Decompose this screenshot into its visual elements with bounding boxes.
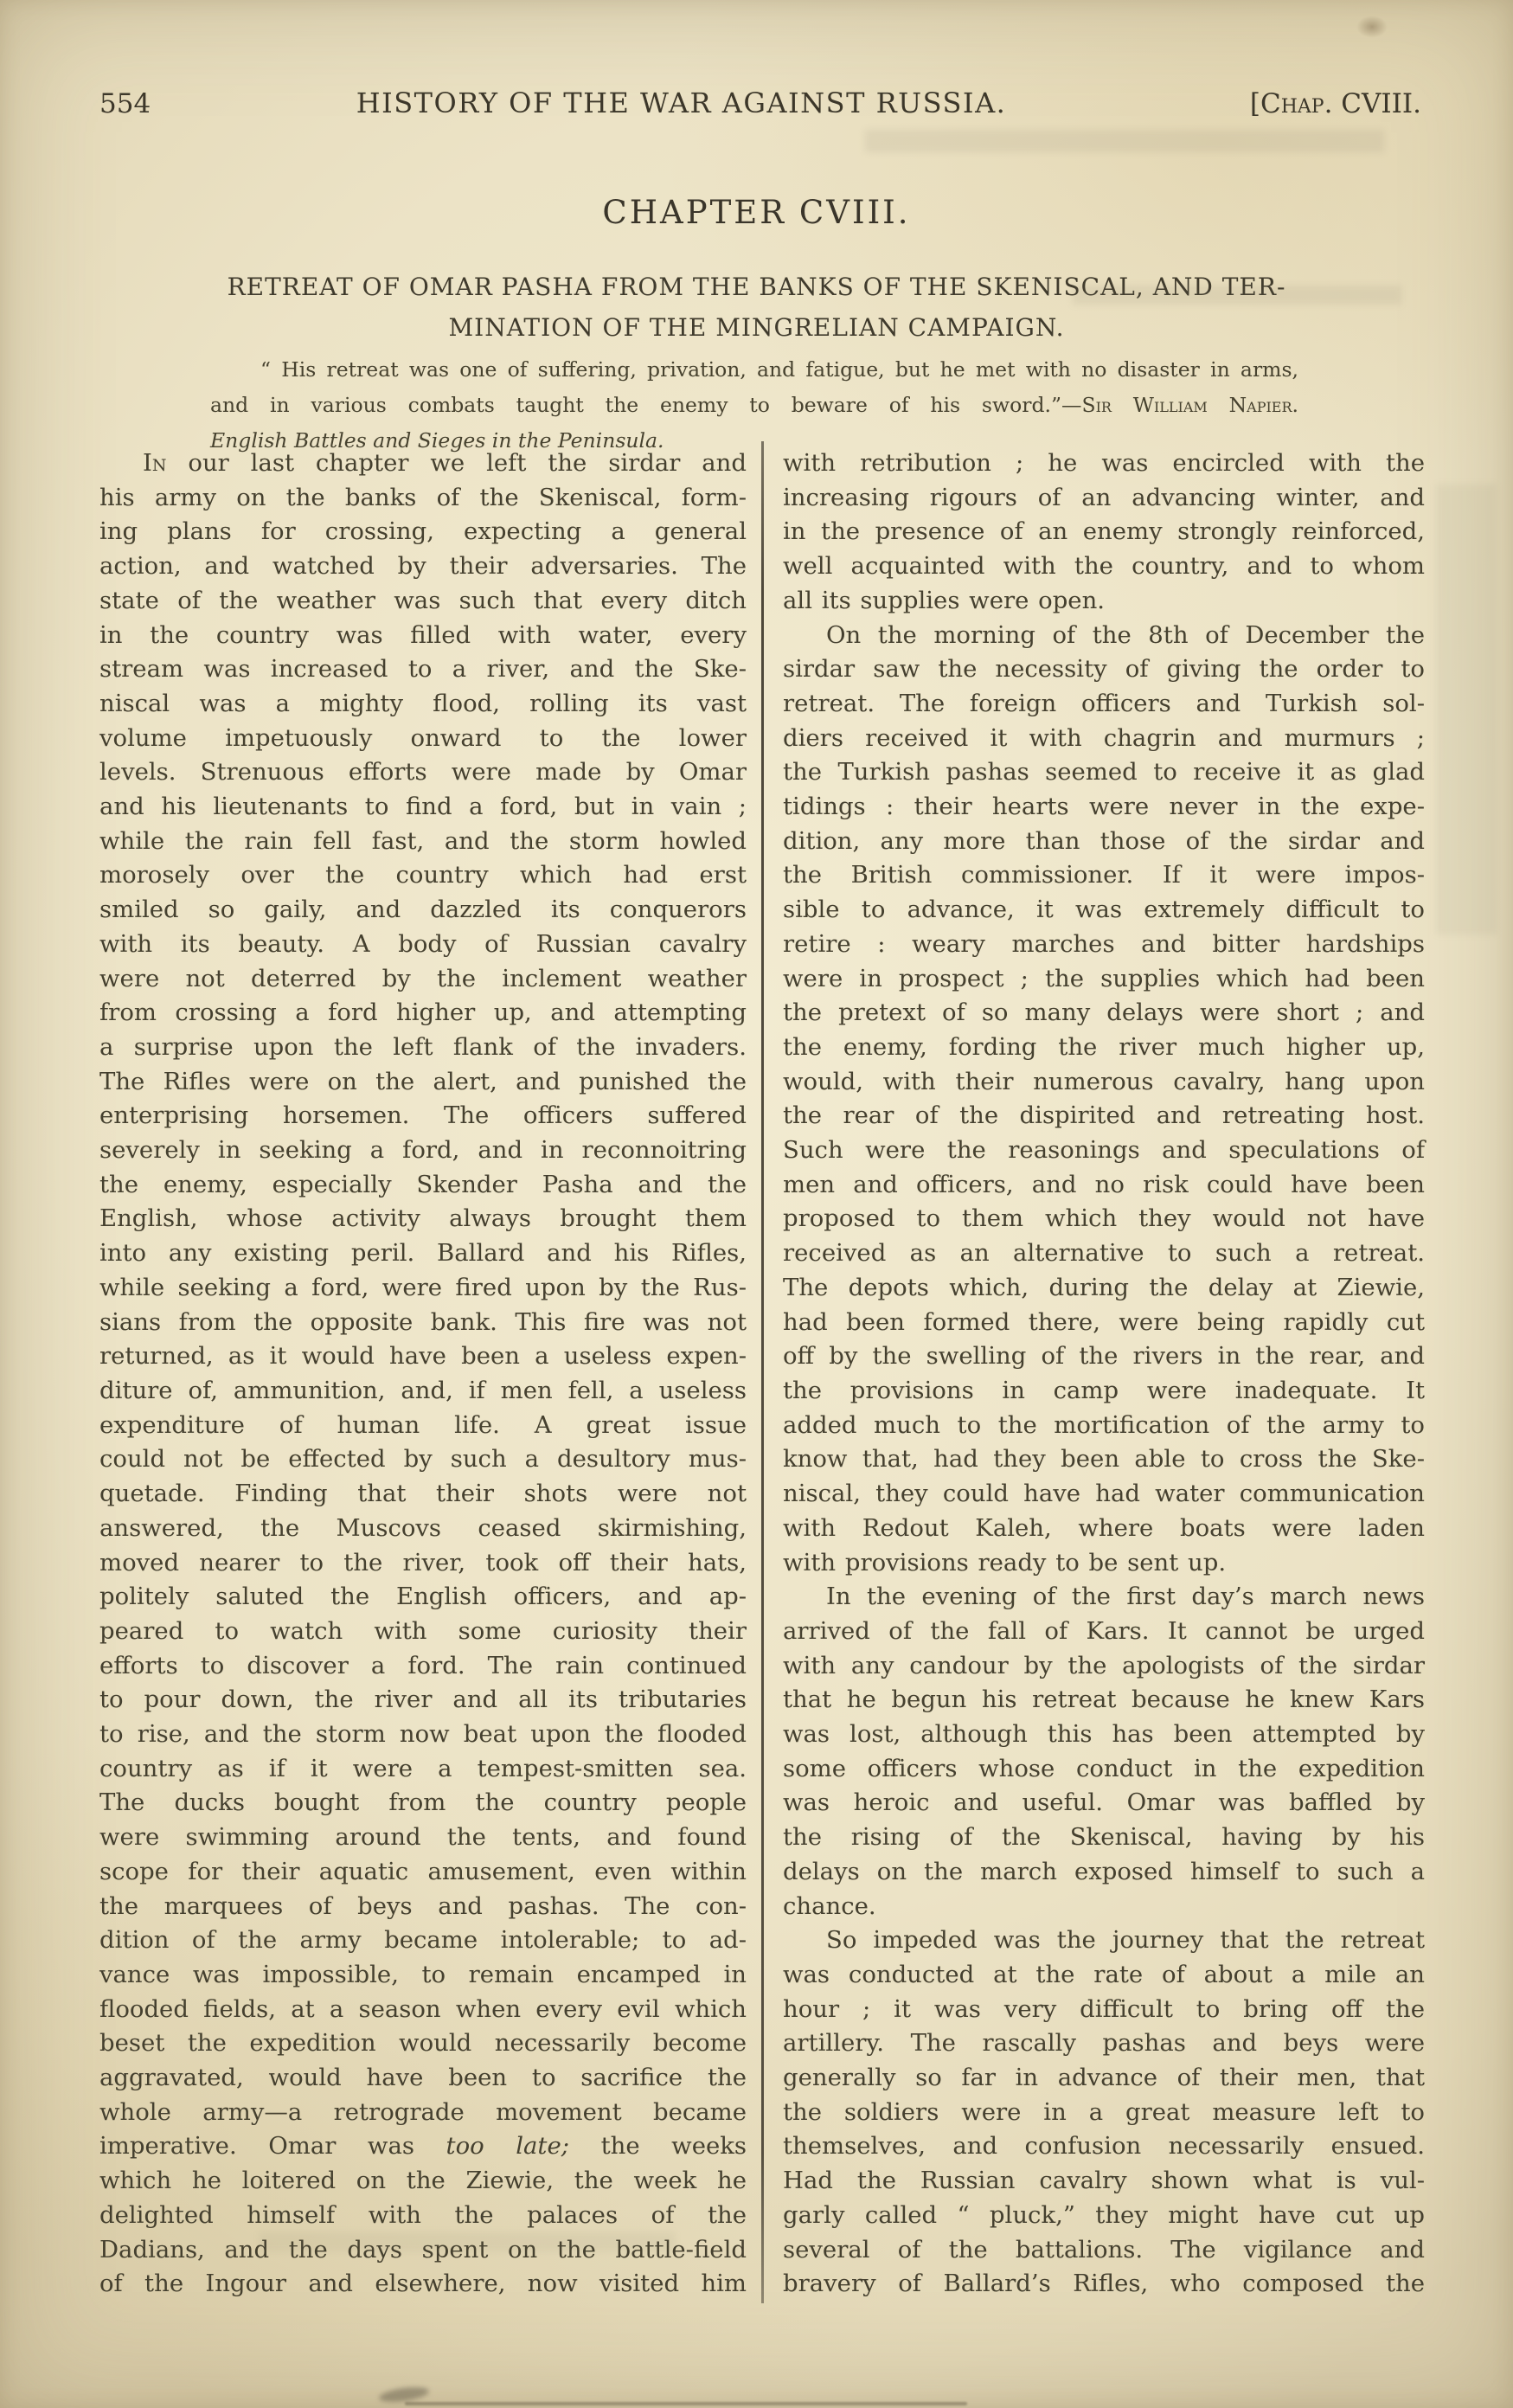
text-segment: tidings : their hearts were never in the expe- xyxy=(783,793,1425,821)
text-segment: beset the expedition would necessarily become xyxy=(99,2029,747,2058)
text-segment: was conducted at the rate of about a mile an xyxy=(783,1960,1425,1988)
text-segment: ing plans for crossing, expecting a general xyxy=(99,517,747,546)
text-segment: were not deterred by the inclement weather xyxy=(99,964,747,992)
text-line xyxy=(99,1512,747,1546)
chapter-ref-bracket: [ xyxy=(1249,88,1260,119)
text-segment: expenditure of human life. A great issue xyxy=(99,1410,747,1439)
text-segment: artillery. The rascally pashas and beys were xyxy=(783,2029,1425,2058)
text-segment: arrived of the fall of Kars. It cannot be urged xyxy=(783,1616,1425,1645)
text-line xyxy=(99,722,747,756)
text-segment: to rise, and the storm now beat upon the flooded xyxy=(99,1720,747,1749)
text-segment: the marquees of beys and pashas. The con- xyxy=(99,1891,747,1920)
text-column-right xyxy=(783,446,1425,2302)
text-segment: Such were the reasonings and speculations of xyxy=(783,1136,1425,1165)
text-line xyxy=(99,515,747,549)
text-segment: retire : weary marches and bitter hardships xyxy=(783,929,1425,958)
text-line xyxy=(783,446,1425,481)
text-segment: morosely over the country which had erst xyxy=(99,861,747,889)
text-line xyxy=(783,996,1425,1031)
text-line xyxy=(783,825,1425,859)
text-segment: sians from the opposite bank. This fire was not xyxy=(99,1307,747,1336)
text-segment: which he loitered on the Ziewie, the week he xyxy=(99,2167,747,2195)
text-line xyxy=(99,2267,747,2302)
text-segment: action, and watched by their adversaries. The xyxy=(99,552,747,581)
epigraph-quote xyxy=(210,352,1298,459)
text-segment: delighted himself with the palaces of the xyxy=(99,2200,747,2229)
text-segment: while the rain fell fast, and the storm howled xyxy=(99,826,747,855)
text-line xyxy=(783,1065,1425,1100)
text-segment: the rear of the dispirited and retreating host. xyxy=(783,1101,1425,1130)
text-segment: flooded fields, at a season when every evil which xyxy=(99,1994,747,2023)
text-line xyxy=(783,928,1425,962)
text-segment: while seeking a ford, were fired upon by the Rus- xyxy=(99,1273,747,1301)
chapter-ref-label: Chap. xyxy=(1260,88,1333,119)
text-segment: that he begun his retreat because he knew Kars xyxy=(783,1686,1425,1714)
text-segment: aggravated, would have been to sacrifice the xyxy=(99,2064,747,2092)
text-line xyxy=(783,1683,1425,1718)
text-segment: with any candour by the apologists of the sirdar xyxy=(783,1651,1425,1679)
text-line xyxy=(783,2233,1425,2268)
text-segment: was heroic and useful. Omar was baffled by xyxy=(783,1788,1425,1817)
text-segment: On the morning of the 8th of December the xyxy=(826,620,1425,649)
text-segment: with Redout Kaleh, where boats were laden xyxy=(783,1513,1425,1542)
text-line xyxy=(99,1031,747,1065)
text-line xyxy=(783,1271,1425,1306)
text-line xyxy=(783,1099,1425,1133)
text-segment: several of the battalions. The vigilance and xyxy=(783,2235,1425,2264)
text-line xyxy=(783,1580,1425,1615)
text-segment: diers received it with chagrin and murmurs ; xyxy=(783,723,1425,752)
text-segment: had been formed there, were being rapidly cut xyxy=(783,1307,1425,1336)
text-line xyxy=(783,1031,1425,1065)
text-line xyxy=(783,790,1425,825)
text-line xyxy=(783,755,1425,790)
text-line xyxy=(783,549,1425,584)
text-line xyxy=(99,1271,747,1306)
text-line xyxy=(783,1649,1425,1684)
text-line xyxy=(99,1168,747,1203)
text-segment: dition of the army became intolerable; to ad- xyxy=(99,1926,747,1955)
text-line xyxy=(783,1477,1425,1512)
text-line xyxy=(783,1133,1425,1168)
text-line xyxy=(99,1339,747,1374)
text-line xyxy=(99,893,747,928)
text-segment: know that, had they been able to cross the Ske- xyxy=(783,1445,1425,1474)
text-segment: scope for their aquatic amusement, even within xyxy=(99,1857,747,1885)
text-segment: Dadians, and the days spent on the battle-field xyxy=(99,2235,747,2264)
text-segment: The depots which, during the delay at Ziewie, xyxy=(783,1273,1425,1301)
text-line xyxy=(99,1890,747,1924)
text-segment: the enemy, fording the river much higher up, xyxy=(783,1032,1425,1061)
text-line xyxy=(783,1855,1425,1890)
text-line xyxy=(783,481,1425,516)
text-segment: with retribution ; he was encircled with the xyxy=(783,449,1425,477)
text-line xyxy=(99,1099,747,1133)
text-line xyxy=(783,1820,1425,1855)
text-segment: and his lieutenants to find a ford, but in vain ; xyxy=(99,793,747,821)
text-segment: with its beauty. A body of Russian cavalry xyxy=(99,929,747,958)
paper-stain xyxy=(1356,16,1388,38)
text-line xyxy=(99,2026,747,2061)
text-line xyxy=(783,2096,1425,2130)
chapter-reference xyxy=(1250,88,1421,119)
text-line xyxy=(783,1615,1425,1649)
text-segment: returned, as it would have been a useless expen- xyxy=(99,1342,747,1371)
text-segment: well acquainted with the country, and to whom xyxy=(783,552,1425,581)
text-line xyxy=(783,962,1425,997)
text-segment: volume impetuously onward to the lower xyxy=(99,723,747,752)
text-line xyxy=(99,1374,747,1409)
text-line xyxy=(99,652,747,687)
text-line xyxy=(783,893,1425,928)
running-title: HISTORY OF THE WAR AGAINST RUSSIA. xyxy=(356,87,1007,119)
text-segment: delays on the march exposed himself to such a xyxy=(783,1857,1425,1885)
text-line xyxy=(99,1786,747,1820)
text-line xyxy=(783,1202,1425,1236)
column-divider-rule xyxy=(761,441,764,2303)
smallcaps-text: Sir William Napier. xyxy=(1081,393,1298,417)
scan-edge-shadow xyxy=(405,2402,967,2405)
chapter-subtitle-line: RETREAT OF OMAR PASHA FROM THE BANKS OF THE SKENISCAL, AND TER- xyxy=(227,273,1286,301)
text-line xyxy=(99,790,747,825)
text-line xyxy=(783,2129,1425,2164)
page-number: 554 xyxy=(99,88,151,119)
text-segment: were in prospect ; the supplies which had been xyxy=(783,964,1425,992)
text-line xyxy=(99,858,747,893)
text-line xyxy=(99,1615,747,1649)
text-segment: levels. Strenuous efforts were made by Omar xyxy=(99,758,747,787)
text-line xyxy=(783,2199,1425,2233)
text-segment: was lost, although this has been attempted by xyxy=(783,1720,1425,1749)
text-segment: with provisions ready to be sent up. xyxy=(783,1548,1227,1576)
text-segment: In the evening of the first day’s march news xyxy=(826,1583,1425,1611)
text-line xyxy=(99,446,747,481)
text-segment: increasing rigours of an advancing winter, and xyxy=(783,483,1425,511)
page-header xyxy=(99,87,1421,119)
text-segment: sible to advance, it was extremely difficult to xyxy=(783,896,1425,924)
text-segment: hour ; it was very difficult to bring off the xyxy=(783,1994,1425,2023)
text-line xyxy=(99,2233,747,2268)
text-line xyxy=(99,1820,747,1855)
text-segment: would, with their numerous cavalry, hang upon xyxy=(783,1067,1425,1095)
text-segment: the rising of the Skeniscal, having by his xyxy=(783,1823,1425,1852)
text-segment: into any existing peril. Ballard and his Rifles, xyxy=(99,1239,747,1268)
text-line xyxy=(99,584,747,619)
text-segment: a surprise upon the left flank of the invaders. xyxy=(99,1032,747,1061)
text-line xyxy=(99,1923,747,1958)
text-segment: to pour down, the river and all its tributaries xyxy=(99,1686,747,1714)
text-segment: severely in seeking a ford, and in reconnoitring xyxy=(99,1136,747,1165)
text-segment: the weeks xyxy=(569,2132,747,2161)
text-segment: quetade. Finding that their shots were not xyxy=(99,1480,747,1508)
text-column-left xyxy=(99,446,747,2302)
text-line xyxy=(783,1923,1425,1958)
text-line xyxy=(783,1339,1425,1374)
text-line xyxy=(99,755,747,790)
text-segment: and in various combats taught the enemy to beware of his sword.”— xyxy=(210,393,1082,417)
text-line xyxy=(99,996,747,1031)
text-segment: niscal was a mighty flood, rolling its vast xyxy=(99,689,747,717)
bleed-through xyxy=(865,130,1384,152)
text-segment: dition, any more than those of the sirdar and xyxy=(783,826,1425,855)
text-segment: chance. xyxy=(783,1891,876,1920)
text-segment: generally so far in advance of their men, that xyxy=(783,2064,1425,2092)
text-line xyxy=(783,619,1425,653)
text-line xyxy=(783,1890,1425,1924)
text-line xyxy=(783,1374,1425,1409)
text-segment: our last chapter we left the sirdar and xyxy=(166,449,747,477)
text-line xyxy=(99,825,747,859)
text-segment: Had the Russian cavalry shown what is vul- xyxy=(783,2167,1425,2195)
text-line xyxy=(99,549,747,584)
text-segment: state of the weather was such that every ditch xyxy=(99,586,747,614)
text-segment: So impeded was the journey that the retreat xyxy=(826,1926,1425,1955)
text-segment: could not be effected by such a desultory mus- xyxy=(99,1445,747,1474)
text-line xyxy=(99,1683,747,1718)
text-segment: retreat. The foreign officers and Turkish sol- xyxy=(783,689,1425,717)
text-segment: enterprising horsemen. The officers suffered xyxy=(99,1101,747,1130)
text-segment: vance was impossible, to remain encamped in xyxy=(99,1960,747,1988)
text-line xyxy=(783,2026,1425,2061)
text-segment: politely saluted the English officers, and ap- xyxy=(99,1583,747,1611)
text-line xyxy=(783,1306,1425,1340)
text-line xyxy=(783,722,1425,756)
text-line xyxy=(783,1168,1425,1203)
text-line xyxy=(783,1512,1425,1546)
text-line xyxy=(99,1546,747,1581)
text-segment: received as an alternative to such a retreat. xyxy=(783,1239,1425,1268)
text-segment: some officers whose conduct in the expedition xyxy=(783,1754,1425,1782)
text-line xyxy=(99,1752,747,1787)
text-line xyxy=(783,652,1425,687)
text-line xyxy=(210,352,1298,388)
text-line xyxy=(783,1993,1425,2027)
text-line xyxy=(99,481,747,516)
text-segment: imperative. Omar was xyxy=(99,2132,446,2161)
text-segment: from crossing a ford higher up, and attempting xyxy=(99,999,747,1027)
text-segment: the provisions in camp were inadequate. It xyxy=(783,1376,1425,1404)
text-segment: added much to the mortification of the army to xyxy=(783,1410,1425,1439)
text-segment: niscal, they could have had water communication xyxy=(783,1480,1425,1508)
text-line xyxy=(783,2267,1425,2302)
text-line xyxy=(783,1752,1425,1787)
text-line xyxy=(783,1236,1425,1271)
text-line xyxy=(783,1442,1425,1477)
text-line xyxy=(99,1442,747,1477)
text-line xyxy=(783,1409,1425,1443)
text-segment: smiled so gaily, and dazzled its conquerors xyxy=(99,896,747,924)
text-line xyxy=(783,2061,1425,2096)
text-segment: the enemy, especially Skender Pasha and the xyxy=(99,1170,747,1198)
text-line xyxy=(99,1649,747,1684)
text-segment: the pretext of so many delays were short ; and xyxy=(783,999,1425,1027)
text-line xyxy=(99,619,747,653)
text-segment: The Rifles were on the alert, and punished the xyxy=(99,1067,747,1095)
text-segment: the soldiers were in a great measure left to xyxy=(783,2097,1425,2126)
text-line xyxy=(99,1133,747,1168)
text-line xyxy=(99,2129,747,2164)
text-line xyxy=(783,1718,1425,1752)
text-segment: the Turkish pashas seemed to receive it as glad xyxy=(783,758,1425,787)
text-line xyxy=(783,687,1425,722)
text-segment: themselves, and confusion necessarily ensued. xyxy=(783,2132,1425,2161)
text-segment: garly called “ pluck,” they might have cut up xyxy=(783,2200,1425,2229)
text-line xyxy=(99,1580,747,1615)
text-segment: stream was increased to a river, and the Ske- xyxy=(99,655,747,684)
text-line xyxy=(99,2164,747,2199)
text-segment: the British commissioner. If it were impos- xyxy=(783,861,1425,889)
text-line xyxy=(99,1477,747,1512)
text-line xyxy=(99,1958,747,1993)
text-line xyxy=(99,1236,747,1271)
text-segment: The ducks bought from the country people xyxy=(99,1788,747,1817)
text-segment: English, whose activity always brought them xyxy=(99,1204,747,1233)
text-line xyxy=(99,1855,747,1890)
italic-text: too late; xyxy=(446,2132,570,2161)
text-segment: men and officers, and no risk could have been xyxy=(783,1170,1425,1198)
text-segment: country as if it were a tempest-smitten sea. xyxy=(99,1754,747,1782)
text-segment: answered, the Muscovs ceased skirmishing, xyxy=(99,1513,747,1542)
smallcaps-text: In xyxy=(143,449,167,477)
text-segment: proposed to them which they would not have xyxy=(783,1204,1425,1233)
text-segment: of the Ingour and elsewhere, now visited him xyxy=(99,2270,747,2298)
text-line xyxy=(783,858,1425,893)
text-segment: in the country was filled with water, every xyxy=(99,620,747,649)
chapter-subtitle-line: MINATION OF THE MINGRELIAN CAMPAIGN. xyxy=(448,313,1065,342)
text-segment: bravery of Ballard’s Rifles, who composed the xyxy=(783,2270,1425,2298)
text-line xyxy=(99,687,747,722)
text-line xyxy=(99,1993,747,2027)
text-line xyxy=(99,2096,747,2130)
text-line xyxy=(783,584,1425,619)
text-line xyxy=(99,1306,747,1340)
text-line xyxy=(99,2199,747,2233)
text-segment: peared to watch with some curiosity their xyxy=(99,1616,747,1645)
italic-text: English Battles and Sieges in the Peninsula. xyxy=(210,428,664,453)
text-segment: efforts to discover a ford. The rain continued xyxy=(99,1651,747,1679)
text-line xyxy=(99,962,747,997)
text-segment: were swimming around the tents, and found xyxy=(99,1823,747,1852)
text-segment: moved nearer to the river, took off their hats, xyxy=(99,1548,747,1576)
text-line xyxy=(99,1065,747,1100)
text-line xyxy=(783,515,1425,549)
text-segment: all its supplies were open. xyxy=(783,586,1106,614)
text-line xyxy=(783,1546,1425,1581)
text-segment: whole army—a retrograde movement became xyxy=(99,2097,747,2126)
chapter-heading: CHAPTER CVIII. xyxy=(602,194,911,231)
text-line xyxy=(99,2061,747,2096)
text-line xyxy=(210,388,1298,423)
text-line xyxy=(783,1958,1425,1993)
text-segment: sirdar saw the necessity of giving the order to xyxy=(783,655,1425,684)
text-line xyxy=(99,1718,747,1752)
text-line xyxy=(783,2164,1425,2199)
text-segment: “ His retreat was one of suffering, privation, and fatigue, but he met with no disaster in arms, xyxy=(260,357,1298,382)
bleed-through xyxy=(1436,485,1497,934)
text-line xyxy=(99,1409,747,1443)
text-segment: in the presence of an enemy strongly reinforced, xyxy=(783,517,1425,546)
chapter-ref-numeral: CVIII. xyxy=(1332,88,1421,119)
text-segment: diture of, ammunition, and, if men fell, a useless xyxy=(99,1376,747,1404)
chapter-subtitle xyxy=(0,266,1513,348)
text-segment: his army on the banks of the Skeniscal, form- xyxy=(99,483,747,511)
text-line xyxy=(99,1202,747,1236)
text-segment: off by the swelling of the rivers in the rear, and xyxy=(783,1342,1425,1371)
text-line xyxy=(783,1786,1425,1820)
text-line xyxy=(99,928,747,962)
